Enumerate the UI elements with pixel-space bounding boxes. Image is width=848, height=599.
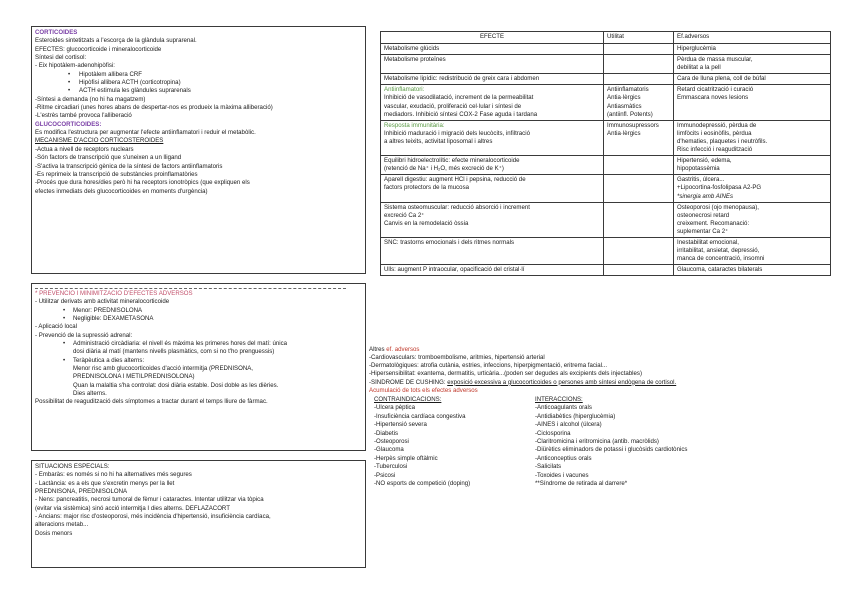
altres-line: -Hipersensibilitat: exantema, dermatitis, urticària...(poden ser degudes als excipients dels injectables) (369, 370, 642, 378)
cell-text: Cara de lluna plena, coll de búfal (677, 75, 766, 83)
interaccio-item: -Anticoagulants orals (535, 404, 592, 412)
cell-utilitat (604, 202, 674, 237)
cell-text: Osteoporosi (ojo menopausa), (677, 203, 759, 211)
cell-text: Antia·lèrgics (607, 129, 641, 137)
cell-adversos (674, 237, 831, 264)
cell-text: debilitat a la pell (677, 64, 721, 72)
interaccio-item: -Ciclosporina (535, 429, 571, 437)
text-line: - Lactància: es a els que s'excretin menys per la llet (35, 479, 175, 487)
cell-text: Resposta immunitària: (384, 121, 445, 129)
text-line: - Ancians: major risc d'osteoporosi, més incidència d'hipertensió, insuficiència cardíaca, (35, 513, 271, 521)
text-line: dosi diària al matí (mantens nivells plasmàtics, com si no t'ho prenguessis) (73, 348, 275, 356)
contraindicacio-item: -Tuberculosi (374, 463, 408, 471)
cell-text: Ulls: augment P intraocular, opacificació del cristal·lí (384, 266, 525, 274)
prevencio-content (32, 284, 365, 409)
cell-adversos (674, 265, 831, 276)
header-efecte: EFECTE (381, 32, 604, 44)
text-line: Possibilitat de reagudització dels símptomes a tractar durant el temps lliure de fàrmac. (35, 398, 268, 406)
text-line: - Embaràs: es només si no hi ha alternatives més segures (35, 471, 192, 479)
cell-efecte (381, 120, 604, 155)
cell-efecte (381, 265, 604, 276)
text-line: CORTICOIDES (35, 29, 78, 36)
contraindicacions-list (374, 396, 524, 488)
text-line: • ACTH estimula les glàndules suprarenals (35, 87, 362, 95)
contraindicacio-item: -Psicosi (374, 471, 396, 479)
text-line: -Són factors de transcripció que s'uneixen a un lligand (35, 154, 182, 162)
text-line: (evitar via sistèmica) sinó acció intermitja I dies alterns. DEFLAZACORT (35, 504, 230, 512)
table-header-row (381, 32, 831, 44)
cell-text: Metabolisme lipídic: redistribució de greix cara i abdomen (384, 75, 540, 83)
contraindicacio-item: -Herpès simple oftàlmic (374, 454, 438, 462)
cell-text: Hiperglucèmia (677, 45, 716, 52)
cell-utilitat (604, 237, 674, 264)
text-line: • Hipòfisi allibera ACTH (corticotropina) (35, 79, 362, 87)
contraindicacio-item: -Glaucoma (374, 446, 404, 454)
situacions-content (32, 461, 365, 540)
header-adversos: Ef.adversos (674, 32, 831, 44)
cell-text: excreció Ca 2⁺ (384, 211, 425, 219)
cell-adversos (674, 55, 831, 74)
cell-text: factors protectors de la mucosa (384, 184, 470, 192)
text-line: -S'activa la transcripció gènica de la síntesi de factors antiinflamatoris (35, 162, 223, 170)
interaccio-item: -Antidiabètics (hiperglucèmia) (535, 412, 616, 420)
contraindicacio-item: -Úlcera pèptica (374, 404, 415, 412)
cell-adversos (674, 202, 831, 237)
interaccio-item: -Salicilats (535, 463, 562, 471)
text-line: Es modifica l'estructura per augmentar l'efecte antiinflamatori i reduir el metabòlic. (35, 129, 256, 137)
interaccions-title: INTERACCIONS: (535, 396, 583, 403)
cell-text: Pèrdua de massa muscular, (677, 56, 753, 64)
cushing-label: -SÍNDROME DE CUSHING: (369, 378, 448, 386)
cell-text: SNC: trastorns emocionals i dels ritmes normals (384, 238, 515, 246)
text-line: -L'estrès també provoca l'alliberació (35, 112, 132, 120)
cell-utilitat (604, 175, 674, 202)
cell-utilitat (604, 156, 674, 175)
text-line: -Síntesi a demanda (no hi ha magatzem) (35, 95, 146, 103)
interaccio-item: -Anticonceptius orals (535, 454, 592, 462)
efectes-table (380, 31, 831, 276)
cell-efecte (381, 44, 604, 55)
cell-adversos (674, 44, 831, 55)
cell-utilitat (604, 85, 674, 120)
contraindicacions-title: CONTRAINDICACIONS: (374, 396, 442, 403)
text-line: • Hipotàlem allibera CRF (35, 71, 362, 79)
cell-adversos (674, 175, 831, 202)
situacions-box (31, 460, 366, 568)
corticoides-content (32, 27, 365, 198)
text-line: MECANISME D'ACCIÓ CORTICOSTEROIDES (35, 137, 164, 145)
cell-text: *sinergia amb AINEs (677, 192, 733, 200)
text-line: Menor risc amb glucocorticoides d'acció intermitja (PREDNISONA, (73, 365, 253, 373)
cell-text: (antiinfl. Potents) (607, 110, 653, 118)
table-row (381, 265, 831, 276)
cell-text: manca de concentració, insomni (677, 255, 765, 263)
cell-efecte (381, 202, 604, 237)
cell-text: Hipertensió, edema, (677, 157, 732, 165)
cell-text: Antiasmàtics (607, 102, 642, 110)
cell-text: suplementar Ca 2⁺ (677, 227, 729, 235)
text-line: Síntesi del cortisol: (35, 54, 87, 62)
cell-text: Glaucoma, cataractes bilaterals (677, 266, 763, 274)
cell-efecte (381, 55, 604, 74)
table-row (381, 44, 831, 55)
dashed-divider (35, 288, 346, 289)
text-line: • Menor: PREDNISOLONA (35, 307, 362, 315)
text-line: Dosis menors (35, 529, 73, 537)
acumulacio-line: Acumulació de tots els efectes adversos (369, 386, 478, 394)
interaccio-item: -AINES i alcohol (úlcera) (535, 421, 602, 429)
cell-text: hipopotassèmia (677, 165, 720, 173)
text-line: - Prevenció de la supressió adrenal: (35, 331, 133, 339)
contraindicacio-item: -Hipertensió severa (374, 421, 427, 429)
text-line: SITUACIONS ESPECIALS: (35, 463, 110, 470)
cell-text: (retenció de Na⁺ i H₂O, més excreció de K⁺) (384, 165, 504, 173)
interaccio-item: **Síndrome de retirada al darrere* (535, 480, 628, 488)
interaccio-item: -Toxoides i vacunes (535, 471, 589, 479)
contraindicacio-item: -Osteoporosi (374, 438, 409, 446)
text-line: Quan la malaltia s'ha controlat: dosi diària estable. Dosi doble as les dièries. (73, 381, 279, 389)
cell-text: a altres teixits, activitat liposomal i altres (384, 137, 493, 145)
table-row (381, 74, 831, 85)
cell-text: Inestabilitat emocional, (677, 238, 739, 246)
cushing-line (369, 379, 829, 387)
altres-line: -Dermatològiques: atrofia cutània, estries, infeccions, hiperpigmentació, eritrema facial... (369, 362, 608, 370)
text-line: alteracions metab... (35, 521, 89, 529)
cell-utilitat (604, 55, 674, 74)
table-row (381, 85, 831, 120)
contraindicacio-item: -NO esports de competició (doping) (374, 480, 471, 488)
contraindicacio-item: -Diabetis (374, 429, 399, 437)
text-line: * PREVENCIÓ I MINIMITZACIÓ D'EFECTES ADVERSOS (35, 290, 193, 297)
contraindicacio-item: -Insuficiència cardíaca congestiva (374, 412, 466, 420)
text-line: - Eix hipotàlem-adenohipòfisi: (35, 62, 115, 70)
altres-line: -Cardiovasculars: tromboembolisme, aritmies, hipertensió arterial (369, 354, 545, 362)
text-line: Dies alterns. (73, 390, 107, 398)
cell-text: irritabilitat, ansietat, depressió, (677, 247, 760, 255)
cell-text: Antiinflamatori: (384, 86, 425, 94)
contraindicacions-items (374, 404, 524, 488)
cell-text: Antiinflamatoris (607, 86, 649, 94)
interaccions-items (535, 404, 830, 488)
text-line: -Es reprimeix la transcripció de substàncies proinflamatòries (35, 170, 198, 178)
prevencio-box (31, 283, 366, 451)
text-line: Esteroides sintetitzats a l'escorça de la glàndula suprarenal. (35, 37, 197, 45)
interaccions-list (535, 396, 830, 488)
cell-utilitat (604, 265, 674, 276)
cell-adversos (674, 74, 831, 85)
text-line: • Negligible: DEXAMETASONA (35, 315, 362, 323)
altres-title (369, 346, 829, 354)
text-line: PREDNISOLONA I METILPREDNISOLONA) (73, 373, 195, 381)
cell-adversos (674, 156, 831, 175)
cell-text: Immunosupressors (607, 121, 659, 129)
cell-text: vascular, exudació, proliferació cel·lular i síntesi de (384, 102, 522, 110)
table-row (381, 156, 831, 175)
cell-text: Metabolisme proteïnes (384, 56, 446, 64)
cell-text: Antia·lèrgics (607, 94, 641, 102)
cell-text: Retard cicatrització i curació (677, 86, 754, 94)
cell-utilitat (604, 44, 674, 55)
cell-efecte (381, 156, 604, 175)
cell-text: creixement. Recomanació: (677, 219, 750, 227)
text-line: efectes inmediats dels glucocorticoides en moments d'urgència) (35, 187, 208, 195)
cell-text: Inhibició de vasodilatació, increment de la permeabilitat (384, 94, 534, 102)
cell-utilitat (604, 74, 674, 85)
cell-text: Sistema osteomuscular: reducció absorció i increment (384, 203, 530, 211)
interaccio-item: -Claritromicina i eritromicina (antib. macròlids) (535, 438, 659, 446)
text-line: • Teràpèutica a dies alterns: (35, 357, 362, 365)
cell-efecte (381, 74, 604, 85)
cell-efecte (381, 175, 604, 202)
table-row (381, 55, 831, 74)
altres-section (369, 346, 829, 395)
text-line: -Actua a nivell de receptors nuclears (35, 145, 134, 153)
cell-efecte (381, 85, 604, 120)
text-line: - Utilitzar derivats amb activitat mineralocorticoide (35, 298, 170, 306)
text-line: GLUCOCORTICOIDES: (35, 120, 102, 128)
cell-text: Canvis en la remodelació òssia (384, 219, 469, 227)
cell-text: Aparell digestiu: augment HCl i pepsina, reducció de (384, 176, 526, 184)
cell-text: osteonecrosi retard (677, 211, 730, 219)
cell-adversos (674, 85, 831, 120)
cell-text: Metabolisme glúcids (384, 45, 440, 52)
text-line: -Ritme circadiari (unes hores abans de despertar-nos es produeix la màxima alliberació) (35, 104, 273, 112)
cell-efecte (381, 237, 604, 264)
text-line: PREDNISONA, PREDNISOLONA (35, 488, 128, 496)
table-row (381, 202, 831, 237)
cell-text: d'hematies, plaquetes i neutròfils. (677, 137, 768, 145)
text-line: - Aplicació local (35, 323, 77, 331)
text-line: - Nens: pancreatitis, necrosi tumoral de fèmur i cataractes. Intentar utilitzar via tòpica (35, 496, 264, 504)
cell-text: Gastritis, úlcera... (677, 176, 725, 184)
cell-adversos (674, 120, 831, 155)
text-line: EFECTES: glucocorticoide i mineralocorticoide (35, 45, 162, 53)
cell-text: limfòcits i eosinòfils, pèrdua (677, 129, 752, 137)
text-line: • Administració circàdiaria: el nivell és màxima les primeres hores del matí: única (35, 340, 362, 348)
cushing-text: exposició excessiva a glucocorticoides o persones amb síntesi endògena de cortisol. (447, 378, 677, 386)
text-line: -Procés que dura hores/dies però hi ha receptors ionotròpics (que expliquen els (35, 179, 250, 187)
interaccio-item: -Diürètics eliminadors de potassi i glucòsids cardiotònics (535, 446, 688, 454)
cell-utilitat (604, 120, 674, 155)
corticoides-box (31, 26, 366, 274)
table-row (381, 120, 831, 155)
table-row (381, 175, 831, 202)
cell-text: Immunodepressió, pèrdua de (677, 121, 757, 129)
header-utilitat: Utilitat (604, 32, 674, 44)
altres-title-suffix: ef. adversos (386, 346, 420, 353)
table-row (381, 237, 831, 264)
altres-title-prefix: Altres (369, 346, 387, 353)
cell-text: Equilibri hidroelectrolític: efecte mineralocorticoide (384, 157, 520, 165)
cell-text: Inhibició maduració i migració dels leucòcits, infiltració (384, 129, 530, 137)
cell-text: mediadors. Inhibició síntesi COX-2 Fase aguda i tardana (384, 110, 538, 118)
cell-text: Risc infecció i reagudització (677, 146, 753, 154)
cell-text: Emmascara noves lesions (677, 94, 749, 102)
cell-text: +Lipocortina-fosfolipasa A2-PG (677, 184, 762, 192)
